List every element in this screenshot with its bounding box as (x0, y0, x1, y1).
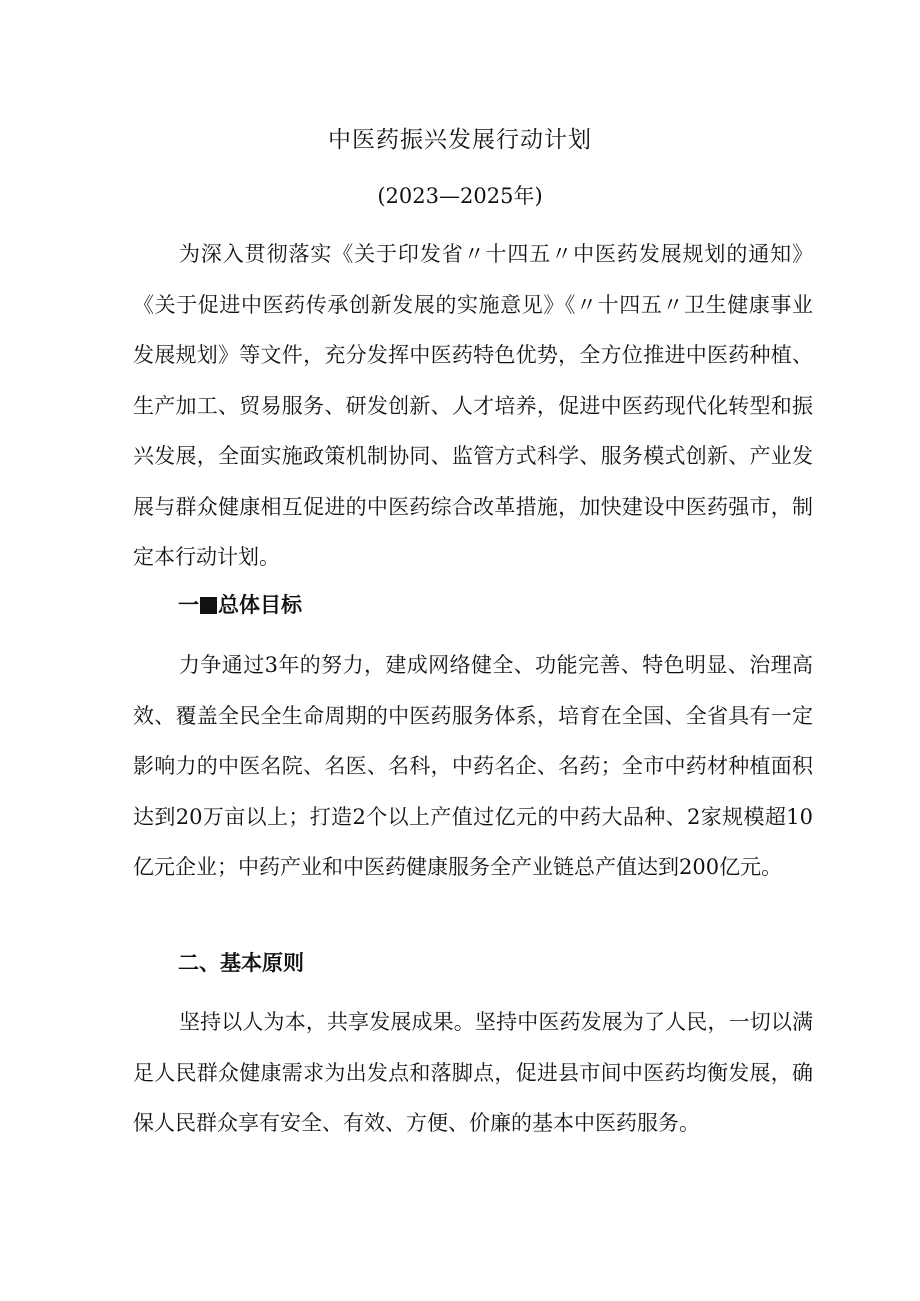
square-bullet-icon (200, 597, 217, 614)
section-heading-1 (178, 587, 302, 623)
section-1-paragraph: 力争通过3年的努力，建成网络健全、功能完善、特色明显、治理高效、覆盖全民全生命周期的中医药服务体系，培育在全国、全省具有一定影响力的中医名院、名医、名科，中药名企、名药；全市中药材种植面积达到20万亩以上；打造2个以上产值过亿元的中药大品种、2家规模超10亿元企业；中药产业和中医药健康服务全产业链总产值达到200亿元。 (133, 653, 813, 879)
section-heading-text: 总体目标 (218, 593, 302, 617)
intro-paragraph: 为深入贯彻落实《关于印发省〃十四五〃中医药发展规划的通知》《关于促进中医药传承创新发展的实施意见》《〃十四五〃卫生健康事业发展规划》等文件，充分发挥中医药特色优势，全方位推进中医药种植、生产加工、贸易服务、研发创新、人才培养，促进中医药现代化转型和振兴发展，全面实施政策机制协同、监管方式科学、服务模式创新、产业发展与群众健康相互促进的中医药综合改革措施，加快建设中医药强市，制定本行动计划。 (133, 242, 813, 569)
section-number: 一 (178, 593, 199, 617)
section-heading-2: 二、基本原则 (178, 951, 304, 975)
document-subtitle: (2023—2025年) (377, 184, 543, 208)
section-2-paragraph: 坚持以人为本，共享发展成果。坚持中医药发展为了人民，一切以满足人民群众健康需求为出发点和落脚点，促进县市间中医药均衡发展，确保人民群众享有安全、有效、方便、价廉的基本中医药服务。 (133, 1010, 813, 1135)
document-title: 中医药振兴发展行动计划 (328, 127, 592, 153)
